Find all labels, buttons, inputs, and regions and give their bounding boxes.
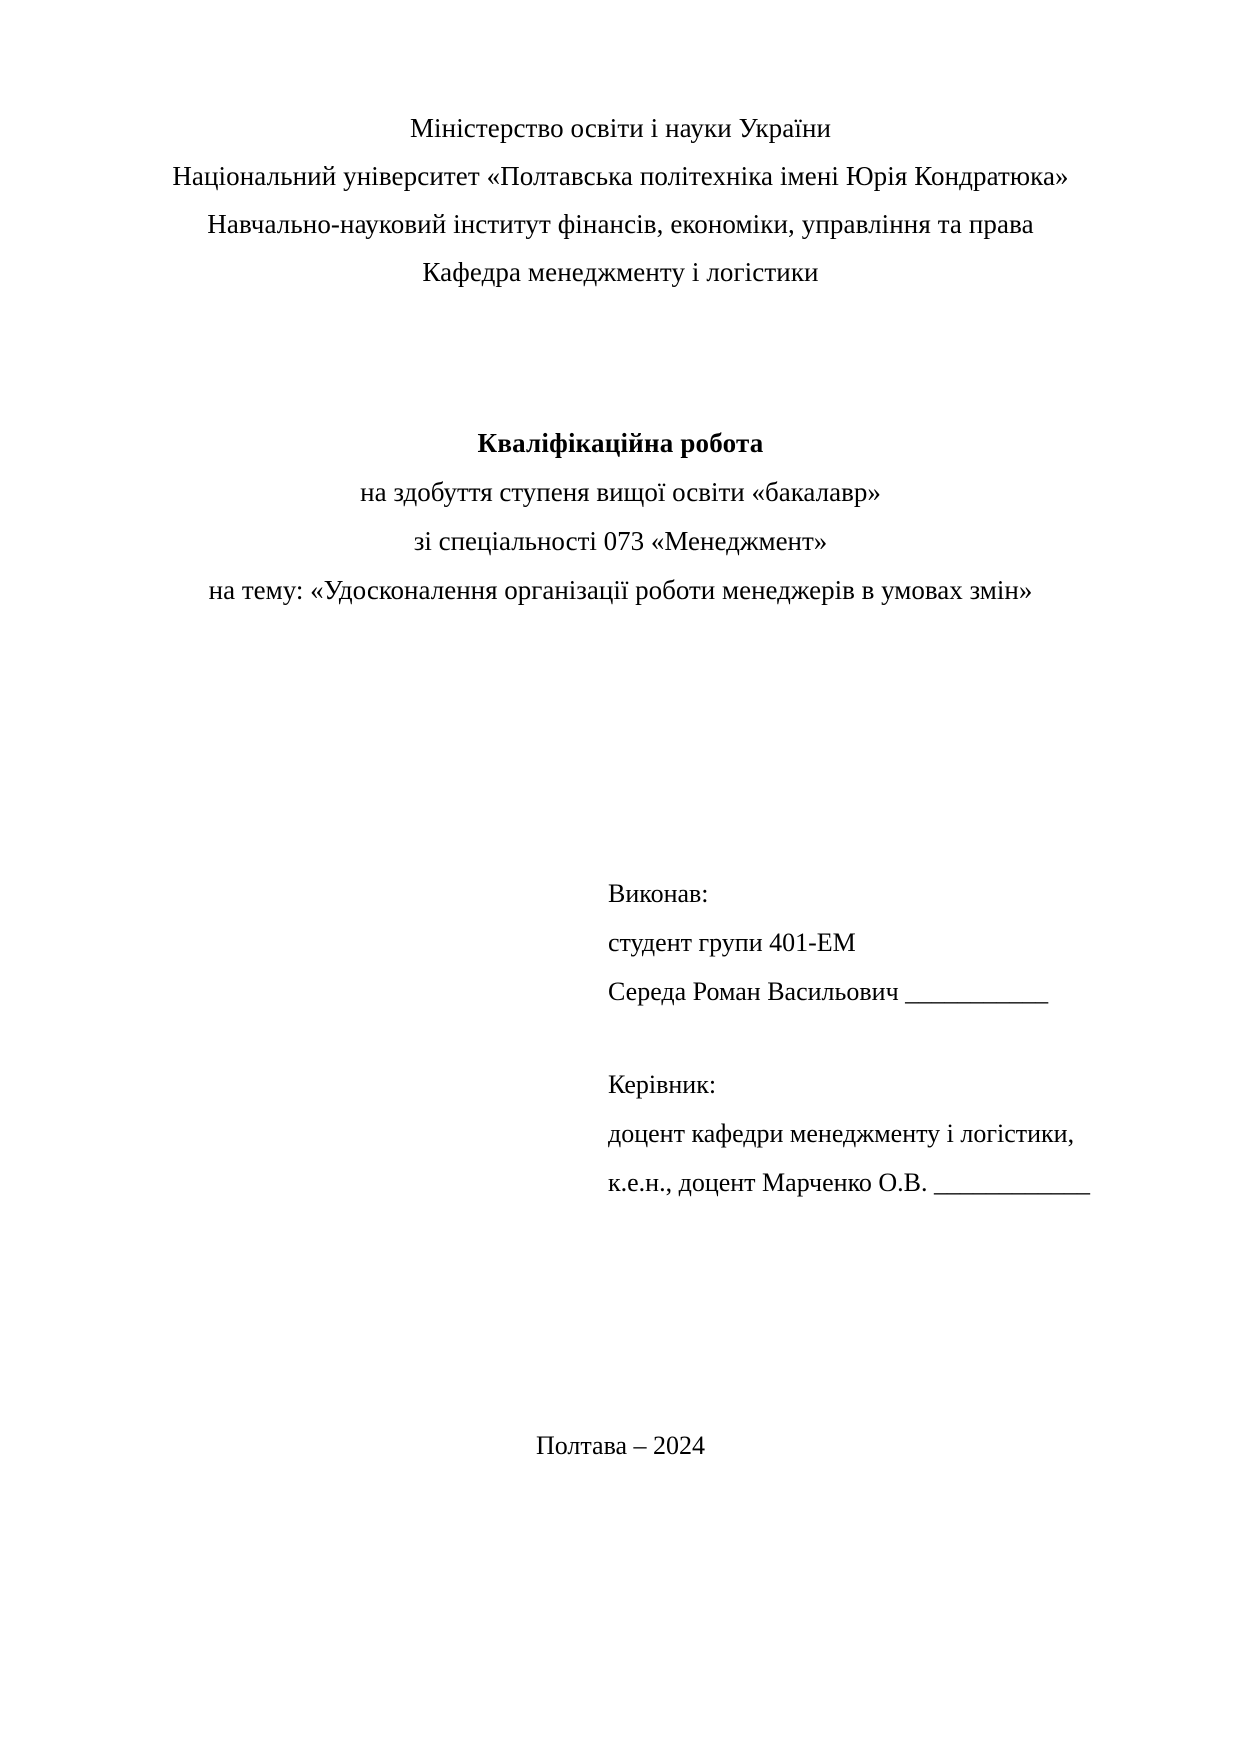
supervisor-name-text: к.е.н., доцент Марченко О.В. [608, 1168, 928, 1197]
supervisor-name-line [608, 1158, 1168, 1207]
supervisor-role-label: Керівник: [608, 1070, 717, 1099]
author-name-line [608, 967, 1168, 1016]
specialty-line: зі спеціальності 073 «Менеджмент» [413, 526, 828, 556]
thesis-title-block [0, 418, 1241, 615]
signature-block [608, 869, 1168, 1207]
signature-spacer [608, 1016, 1168, 1060]
author-group-line: студент групи 401-ЕМ [608, 928, 856, 957]
author-role-label: Виконав: [608, 879, 709, 908]
supervisor-position-line: доцент кафедри менеджменту і логістики, [608, 1119, 1075, 1148]
thesis-type-title: Кваліфікаційна робота [477, 428, 764, 458]
author-name-text: Середа Роман Васильович [608, 977, 899, 1006]
degree-line: на здобуття ступеня вищої освіти «бакалавр» [360, 477, 881, 507]
page-footer [0, 1428, 1241, 1464]
thesis-topic-line: на тему: «Удосконалення організації роботи менеджерів в умовах змін» [208, 575, 1033, 605]
ministry-line: Міністерство освіти і науки України [409, 113, 832, 143]
institute-line: Навчально-науковий інститут фінансів, економіки, управління та права [207, 209, 1034, 239]
department-line: Кафедра менеджменту і логістики [422, 257, 819, 287]
supervisor-signature-rule: ____________ [934, 1168, 1091, 1197]
institution-header [0, 104, 1241, 296]
place-year-line: Полтава – 2024 [535, 1431, 706, 1460]
author-signature-rule: ___________ [905, 977, 1049, 1006]
university-line: Національний університет «Полтавська політехніка імені Юрія Кондратюка» [172, 161, 1069, 191]
